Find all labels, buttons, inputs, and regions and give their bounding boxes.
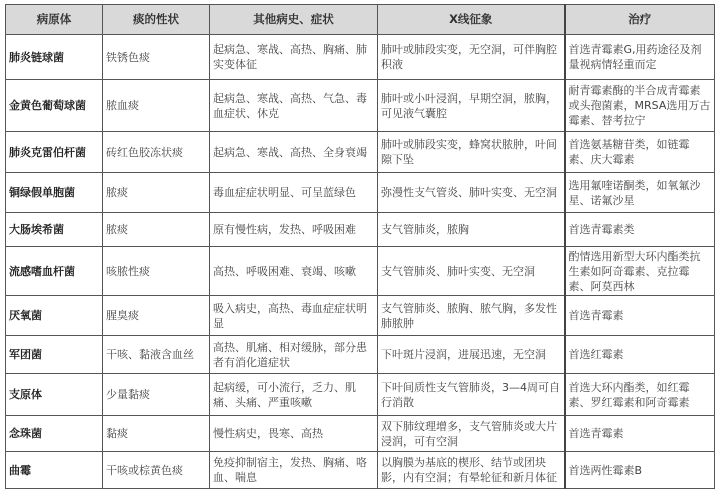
pathogen-cell: 军团菌 xyxy=(6,336,103,374)
pathogen-cell: 金黄色葡萄球菌 xyxy=(6,80,103,132)
treatment-cell: 首选氨基糖苷类，如链霉素、庆大霉素 xyxy=(565,132,715,173)
pathogen-cell: 流感嗜血杆菌 xyxy=(6,247,103,296)
history-cell: 吸入病史，高热、毒血症症状明显 xyxy=(210,296,378,336)
table-row xyxy=(6,296,715,336)
xray-cell: 肺叶或肺段实变，无空洞，可伴胸腔积液 xyxy=(378,35,565,80)
sputum-cell: 铁锈色痰 xyxy=(103,35,210,80)
sputum-cell: 黏痰 xyxy=(103,416,210,452)
pathogen-cell: 铜绿假单胞菌 xyxy=(6,173,103,213)
xray-cell: 支气管肺炎、肺叶实变、无空洞 xyxy=(378,247,565,296)
pneumonia-pathogen-table xyxy=(5,4,715,489)
treatment-cell: 首选两性霉素B xyxy=(565,452,715,489)
header-row xyxy=(6,5,715,35)
history-cell: 高热、呼吸困难、衰竭、咳嗽 xyxy=(210,247,378,296)
treatment-cell: 首选青霉素类 xyxy=(565,213,715,247)
table-row xyxy=(6,247,715,296)
sputum-cell: 咳脓性痰 xyxy=(103,247,210,296)
xray-cell: 支气管肺炎，脓胸 xyxy=(378,213,565,247)
history-cell: 起病急、寒战、高热、气急、毒血症状、休克 xyxy=(210,80,378,132)
treatment-cell: 首选大环内酯类，如红霉素、罗红霉素和阿奇霉素 xyxy=(565,374,715,416)
table-row xyxy=(6,452,715,489)
history-cell: 起病缓，可小流行，乏力、肌痛、头痛、严重咳嗽 xyxy=(210,374,378,416)
sputum-cell: 少量黏痰 xyxy=(103,374,210,416)
history-cell: 起病急、寒战、高热、胸痛、肺实变体征 xyxy=(210,35,378,80)
sputum-cell: 腥臭痰 xyxy=(103,296,210,336)
header-sputum: 痰的性状 xyxy=(103,5,210,35)
table-row xyxy=(6,132,715,173)
xray-cell: 支气管肺炎、脓胸、脓气胸，多发性肺脓肿 xyxy=(378,296,565,336)
sputum-cell: 脓血痰 xyxy=(103,80,210,132)
sputum-cell: 脓痰 xyxy=(103,173,210,213)
table-row xyxy=(6,80,715,132)
sputum-cell: 脓痰 xyxy=(103,213,210,247)
treatment-cell: 选用氟喹诺酮类，如氧氟沙星、诺氟沙星 xyxy=(565,173,715,213)
treatment-cell: 耐青霉素酶的半合成青霉素或头孢菌素，MRSA选用万古霉素、替考拉宁 xyxy=(565,80,715,132)
table-row xyxy=(6,416,715,452)
history-cell: 高热、肌痛、相对缓脉，部分患者有消化道症状 xyxy=(210,336,378,374)
treatment-cell: 首选青霉素G,用药途径及剂量视病情轻重而定 xyxy=(565,35,715,80)
pathogen-cell: 大肠埃希菌 xyxy=(6,213,103,247)
treatment-cell: 首选红霉素 xyxy=(565,336,715,374)
table-row xyxy=(6,173,715,213)
history-cell: 起病急、寒战、高热、全身衰竭 xyxy=(210,132,378,173)
sputum-cell: 干咳、黏液含血丝 xyxy=(103,336,210,374)
history-cell: 免疫抑制宿主，发热、胸痛、咯血、喘息 xyxy=(210,452,378,489)
header-history: 其他病史、症状 xyxy=(210,5,378,35)
xray-cell: 下叶间质性支气管肺炎，3—4周可自行消散 xyxy=(378,374,565,416)
pathogen-cell: 肺炎链球菌 xyxy=(6,35,103,80)
xray-cell: 下叶斑片浸润，进展迅速，无空洞 xyxy=(378,336,565,374)
table-row xyxy=(6,336,715,374)
xray-cell: 弥漫性支气管炎、肺叶实变、无空洞 xyxy=(378,173,565,213)
history-cell: 原有慢性病，发热、呼吸困难 xyxy=(210,213,378,247)
xray-cell: 双下肺纹理增多，支气管肺炎或大片浸润，可有空洞 xyxy=(378,416,565,452)
table-row xyxy=(6,374,715,416)
header-treatment: 治疗 xyxy=(565,5,715,35)
pathogen-cell: 曲霉 xyxy=(6,452,103,489)
xray-cell: 以胸膜为基底的楔形、结节或团块影，内有空洞；有晕轮征和新月体征 xyxy=(378,452,565,489)
pathogen-cell: 肺炎克雷伯杆菌 xyxy=(6,132,103,173)
sputum-cell: 干咳或棕黄色痰 xyxy=(103,452,210,489)
treatment-cell: 酌情选用新型大环内酯类抗生素如阿奇霉素、克拉霉素、阿莫西林 xyxy=(565,247,715,296)
table-row xyxy=(6,35,715,80)
table-row xyxy=(6,213,715,247)
pathogen-cell: 厌氧菌 xyxy=(6,296,103,336)
history-cell: 慢性病史，畏寒、高热 xyxy=(210,416,378,452)
pathogen-cell: 念珠菌 xyxy=(6,416,103,452)
sputum-cell: 砖红色胶冻状痰 xyxy=(103,132,210,173)
xray-cell: 肺叶或肺段实变，蜂窝状脓肿，叶间隙下坠 xyxy=(378,132,565,173)
header-pathogen: 病原体 xyxy=(6,5,103,35)
treatment-cell: 首选青霉素 xyxy=(565,416,715,452)
history-cell: 毒血症症状明显、可呈蓝绿色 xyxy=(210,173,378,213)
pathogen-cell: 支原体 xyxy=(6,374,103,416)
header-xray: X线征象 xyxy=(378,5,565,35)
treatment-cell: 首选青霉素 xyxy=(565,296,715,336)
xray-cell: 肺叶或小叶浸润，早期空洞，脓胸，可见液气囊腔 xyxy=(378,80,565,132)
